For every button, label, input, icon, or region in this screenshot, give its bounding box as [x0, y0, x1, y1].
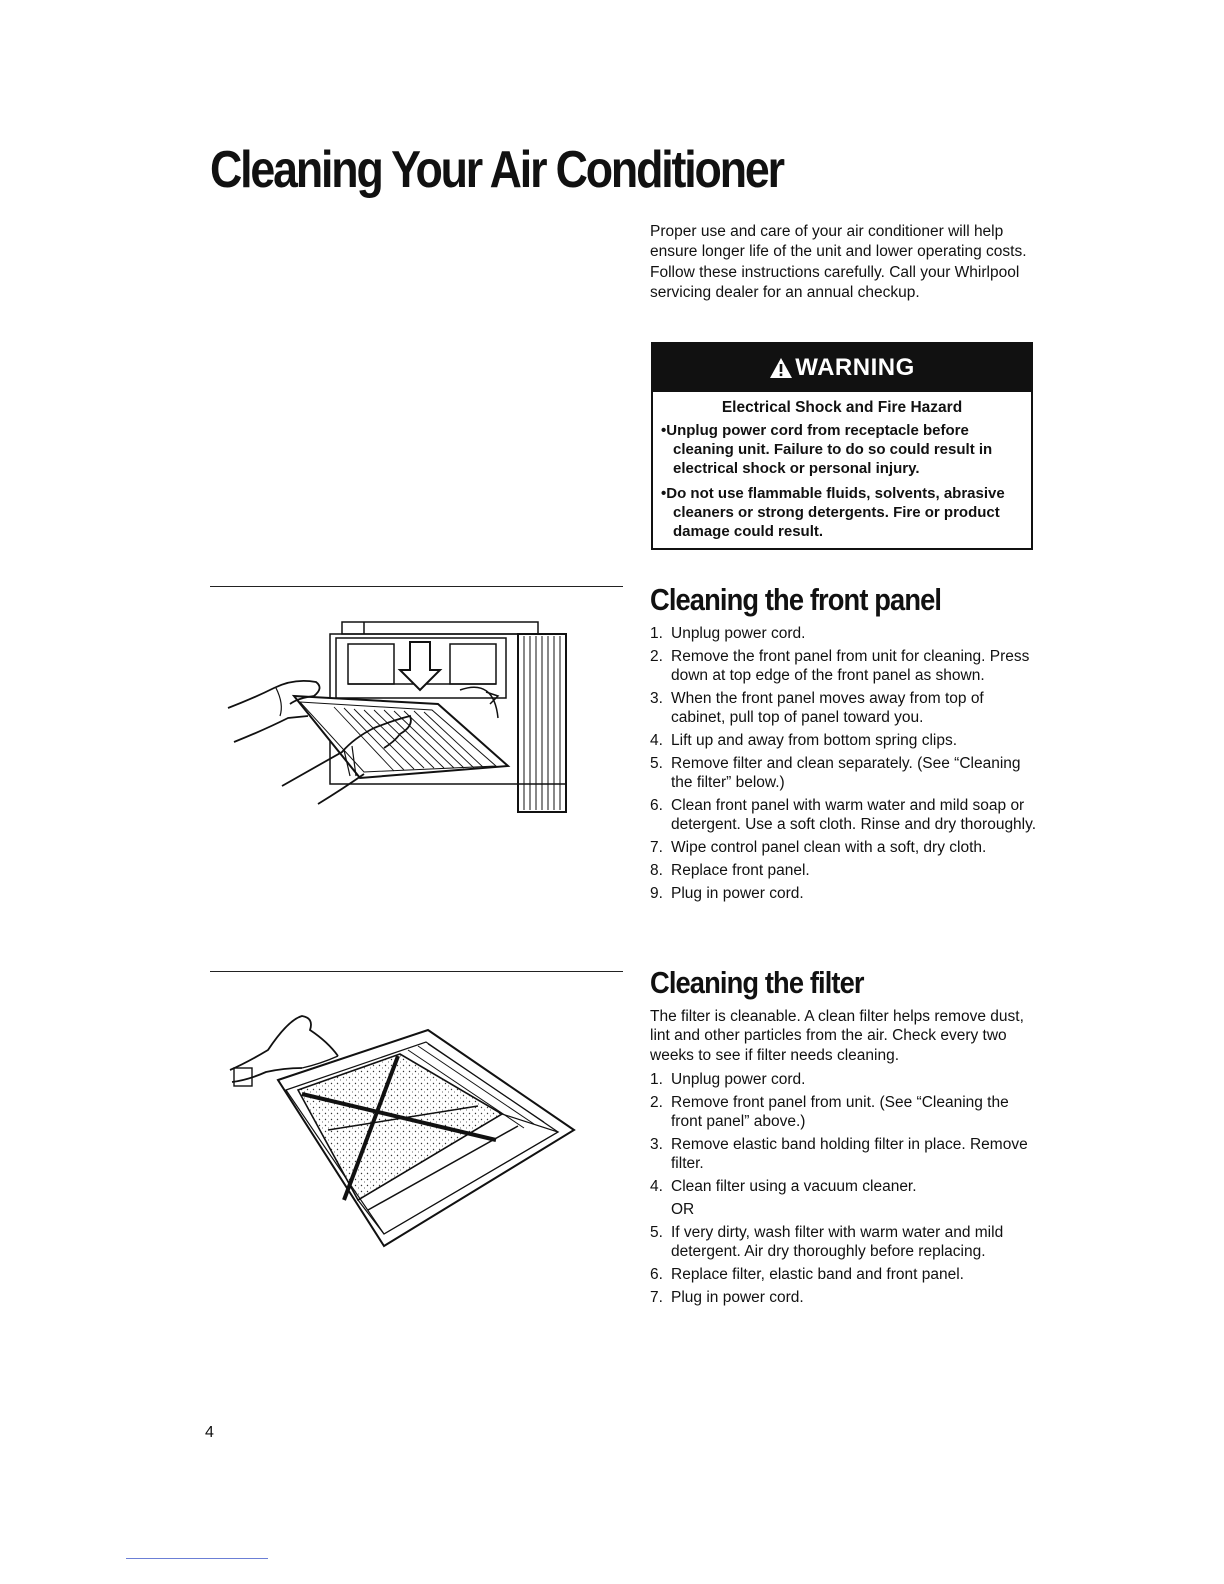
- step-text: Remove filter and clean separately. (See “Cleaning the filter” below.): [671, 755, 1021, 791]
- step-text: Plug in power cord.: [671, 885, 804, 902]
- warning-triangle-icon: [769, 357, 793, 379]
- step-text: Unplug power cord.: [671, 625, 806, 642]
- list-item: [650, 1288, 1040, 1307]
- step-text: Remove the front panel from unit for cleaning. Press down at top edge of the front panel as shown.: [671, 648, 1030, 684]
- step-number: 1.: [650, 625, 663, 642]
- step-text: Remove elastic band holding filter in place. Remove filter.: [671, 1136, 1028, 1172]
- warning-subtitle: Electrical Shock and Fire Hazard: [721, 399, 963, 416]
- list-item: [650, 754, 1040, 792]
- list-item: [650, 1070, 1040, 1089]
- intro-paragraph: Proper use and care of your air conditioner will help ensure longer life of the unit and lower operating costs. Follow these instructions carefully. Call your Whirlpool servicing dealer for an annual checkup.: [650, 223, 1027, 301]
- step-number: 3.: [650, 690, 663, 707]
- step-number: 8.: [650, 862, 663, 879]
- step-number: 5.: [650, 1224, 663, 1241]
- front-panel-removal-illustration: [224, 618, 569, 818]
- step-number: 4.: [650, 732, 663, 749]
- step-text: Replace filter, elastic band and front panel.: [671, 1266, 964, 1283]
- filter-intro: The filter is cleanable. A clean filter helps remove dust, lint and other particles from the air. Check every two weeks to see if filter needs cleaning.: [650, 1008, 1024, 1064]
- step-number: 7.: [650, 839, 663, 856]
- list-item: [650, 647, 1040, 685]
- list-item: [650, 1223, 1040, 1261]
- step-text: If very dirty, wash filter with warm water and mild detergent. Air dry thoroughly before replacing.: [671, 1224, 1004, 1260]
- filter-steps: [650, 1070, 1040, 1311]
- list-item: [650, 1135, 1040, 1173]
- front-panel-steps: [650, 624, 1040, 907]
- step-number: 1.: [650, 1071, 663, 1088]
- list-item: [650, 689, 1040, 727]
- list-item: [650, 884, 1040, 903]
- warning-box: [651, 342, 1033, 550]
- step-number: 3.: [650, 1136, 663, 1153]
- step-text: When the front panel moves away from top of cabinet, pull top of panel toward you.: [671, 690, 984, 726]
- step-number: 2.: [650, 648, 663, 665]
- list-item: [650, 1093, 1040, 1131]
- step-number: 9.: [650, 885, 663, 902]
- list-item: [650, 796, 1040, 834]
- step-number: 6.: [650, 1266, 663, 1283]
- step-number: 2.: [650, 1094, 663, 1111]
- step-number: 5.: [650, 755, 663, 772]
- warning-item: • Do not use flammable fluids, solvents, abrasive cleaners or strong detergents. Fire or product damage could result.: [661, 484, 1023, 541]
- list-item: [650, 1177, 1040, 1219]
- warning-header-label: WARNING: [795, 354, 915, 381]
- page-title: Cleaning Your Air Conditioner: [210, 141, 783, 199]
- step-text: Plug in power cord.: [671, 1289, 804, 1306]
- step-number: 6.: [650, 797, 663, 814]
- list-item: [650, 861, 1040, 880]
- list-item: [650, 838, 1040, 857]
- step-text: Wipe control panel clean with a soft, dry cloth.: [671, 839, 987, 856]
- or-label: OR: [671, 1201, 695, 1218]
- section-divider: [210, 971, 623, 972]
- list-item: [650, 624, 1040, 643]
- footer-rule: [126, 1558, 268, 1559]
- list-item: [650, 731, 1040, 750]
- warning-list: [653, 421, 1031, 541]
- filter-heading: Cleaning the filter: [650, 965, 864, 1000]
- step-text: Lift up and away from bottom spring clips.: [671, 732, 958, 749]
- page-number: 4: [205, 1424, 214, 1441]
- front-panel-heading: Cleaning the front panel: [650, 582, 942, 617]
- warning-item: • Unplug power cord from receptacle before cleaning unit. Failure to do so could result in electrical shock or personal injury.: [661, 421, 1023, 478]
- warning-header: [653, 344, 1031, 392]
- step-text: Unplug power cord.: [671, 1071, 806, 1088]
- step-text: Clean front panel with warm water and mild soap or detergent. Use a soft cloth. Rinse and dry thoroughly.: [671, 797, 1037, 833]
- step-text: Replace front panel.: [671, 862, 810, 879]
- section-divider: [210, 586, 623, 587]
- step-number: 4.: [650, 1178, 663, 1195]
- step-text: Remove front panel from unit. (See “Cleaning the front panel” above.): [671, 1094, 1009, 1130]
- step-number: 7.: [650, 1289, 663, 1306]
- list-item: [650, 1265, 1040, 1284]
- step-text: Clean filter using a vacuum cleaner.: [671, 1178, 917, 1195]
- filter-removal-illustration: [228, 1010, 578, 1255]
